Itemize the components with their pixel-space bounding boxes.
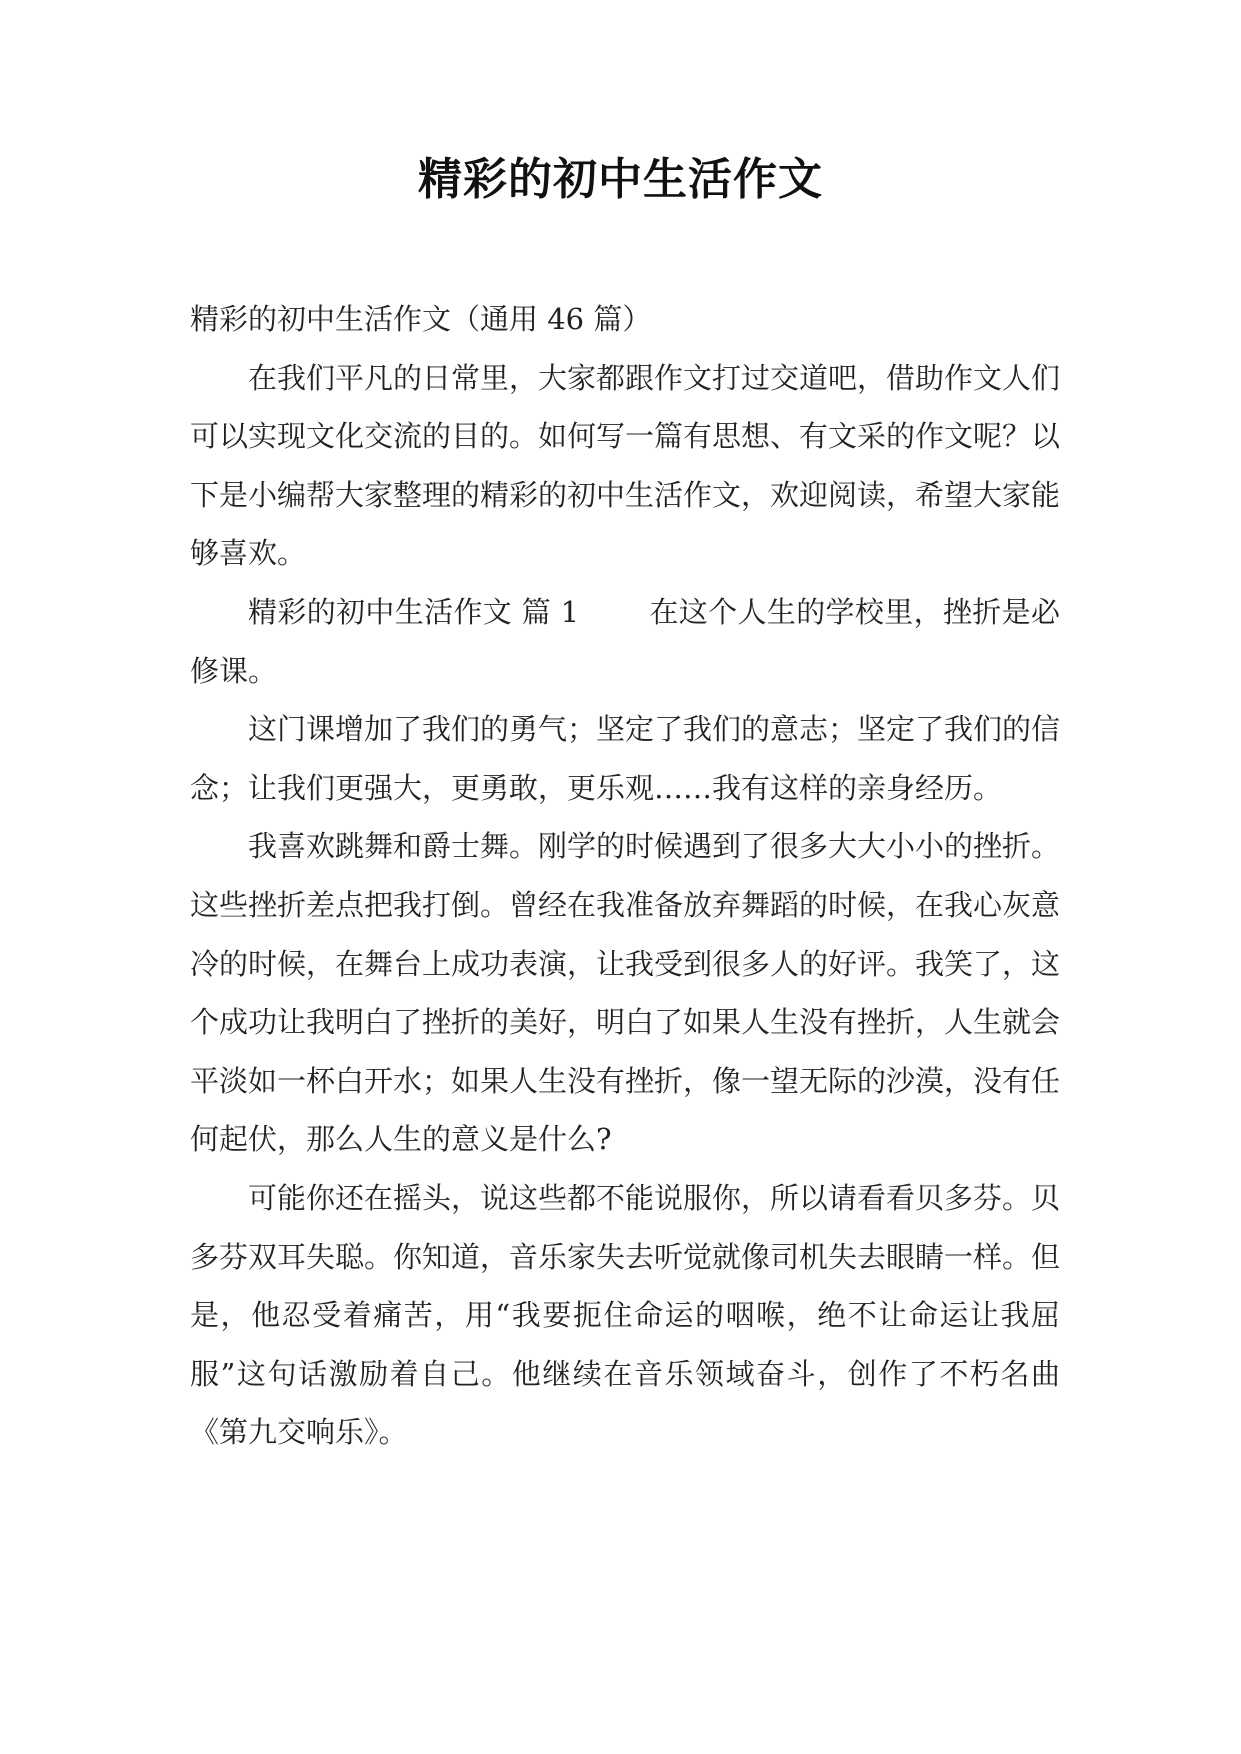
section-1-paragraph [190,583,1060,700]
document-subtitle: 精彩的初中生活作文（通用 46 篇） [190,302,652,336]
section-heading: 精彩的初中生活作文 篇 1 [248,594,580,629]
document-body [190,290,1060,1462]
document-title: 精彩的初中生活作文 [418,154,823,205]
section-paragraph-3: 我喜欢跳舞和爵士舞。刚学的时候遇到了很多大大小小的挫折。这些挫折差点把我打倒。曾经在我准备放弃舞蹈的时候，在我心灰意冷的时候，在舞台上成功表演，让我受到很多人的好评。我笑了，这个成功让我明白了挫折的美好，明白了如果人生没有挫折，人生就会平淡如一杯白开水；如果人生没有挫折，像一望无际的沙漠，没有任何起伏，那么人生的意义是什么? [190,829,1061,1157]
section-1-first-sentence: 在这个人生的学校里，挫折是必修课。 [190,594,1060,688]
section-paragraph-2: 这门课增加了我们的勇气；坚定了我们的意志；坚定了我们的信念；让我们更强大，更勇敢，更乐观……我有这样的亲身经历。 [190,712,1061,805]
intro-paragraph: 在我们平凡的日常里，大家都跟作文打过交道吧，借助作文人们可以实现文化交流的目的。如何写一篇有思想、有文采的作文呢？以下是小编帮大家整理的精彩的初中生活作文，欢迎阅读，希望大家能够喜欢。 [190,360,1061,571]
section-paragraph-4: 可能你还在摇头，说这些都不能说服你，所以请看看贝多芬。贝多芬双耳失聪。你知道，音乐家失去听觉就像司机失去眼睛一样。但是，他忍受着痛苦，用“我要扼住命运的咽喉，绝不让命运让我屈服”这句话激励着自己。他继续在音乐领域奋斗，创作了不朽名曲《第九交响乐》。 [190,1180,1061,1450]
